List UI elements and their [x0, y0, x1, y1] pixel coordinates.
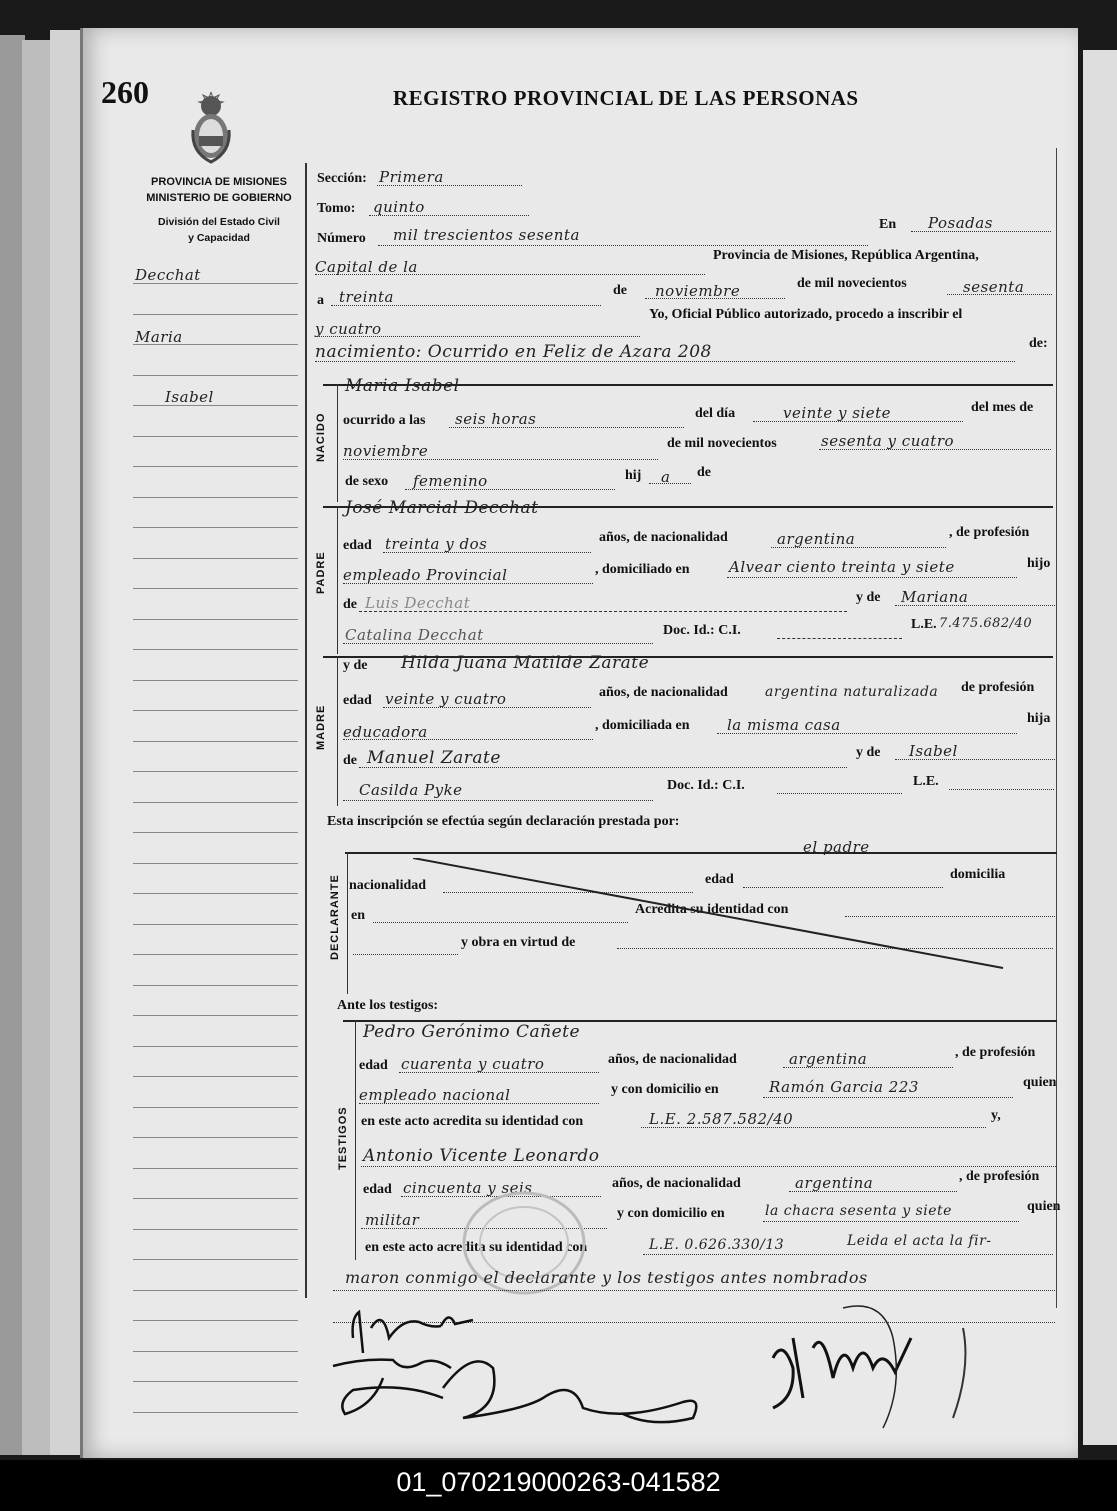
- underline: [361, 1166, 1056, 1167]
- section-label-testigos: TESTIGOS: [337, 1106, 349, 1170]
- underline: [333, 1290, 1055, 1291]
- label-ante-testigos: Ante los testigos:: [337, 998, 439, 1013]
- value-t2-domicilio: la chacra sesenta y siete: [765, 1203, 952, 1219]
- label-edad-decl: edad: [705, 872, 734, 887]
- margin-province: PROVINCIA DE MISIONES: [151, 176, 287, 188]
- label-numero: Número: [317, 231, 366, 246]
- value-cierre2: maron conmigo el declarante y los testigos antes nombrados: [345, 1268, 868, 1287]
- label-de-profesion-t2: , de profesión: [959, 1169, 1040, 1184]
- label-edad-t2: edad: [363, 1182, 392, 1197]
- underline: [777, 638, 902, 639]
- value-padre-edad: treinta y dos: [385, 535, 488, 553]
- margin-rule: [133, 375, 298, 376]
- underline: [383, 552, 591, 553]
- label-hijo: hijo: [1027, 556, 1051, 571]
- page-title: REGISTRO PROVINCIAL DE LAS PERSONAS: [393, 86, 859, 110]
- section-border: [337, 384, 338, 502]
- document-id-footer: 01_070219000263-041582: [0, 1460, 1117, 1511]
- underline: [717, 733, 1017, 734]
- label-anos-nac: años, de nacionalidad: [599, 530, 728, 545]
- section-label-nacido: NACIDO: [315, 412, 327, 462]
- underline: [895, 759, 1055, 760]
- margin-rule: [133, 1351, 298, 1352]
- value-t2-prof: militar: [365, 1211, 420, 1229]
- label-de-mil: de mil novecientos: [797, 276, 907, 291]
- margin-middle-name: Isabel: [165, 388, 214, 406]
- margin-rule: [133, 741, 298, 742]
- label-quien-t1: quien: [1023, 1075, 1057, 1090]
- value-madre-edad: veinte y cuatro: [385, 690, 507, 708]
- underline: [911, 231, 1051, 232]
- underline: [771, 547, 946, 548]
- value-padre-domicilio: Alvear ciento treinta y siete: [729, 558, 955, 576]
- label-de-profesion-t1: , de profesión: [955, 1045, 1036, 1060]
- value-nacimiento: nacimiento: Ocurrido en Feliz de Azara 208: [315, 342, 712, 362]
- underline: [763, 1097, 1013, 1098]
- value-cierre1: Leida el acta la fir-: [847, 1233, 992, 1249]
- value-padre-madre2: Catalina Decchat: [345, 626, 484, 644]
- margin-surname: Decchat: [135, 266, 201, 284]
- page-stack-edge: [22, 40, 52, 1455]
- value-padre-nombre: José Marcial Decchat: [345, 498, 539, 518]
- value-t1-doc: L.E. 2.587.582/40: [649, 1110, 794, 1128]
- value-t1-nombre: Pedro Gerónimo Cañete: [363, 1022, 581, 1042]
- label-y-de-madre: y de: [343, 658, 368, 673]
- value-horas: seis horas: [455, 410, 537, 428]
- label-le-madre: L.E.: [913, 774, 939, 789]
- underline: [378, 245, 868, 246]
- margin-rule: [133, 832, 298, 833]
- register-page: [80, 28, 1078, 1458]
- underline: [777, 793, 902, 794]
- label-de: de: [613, 283, 627, 298]
- value-padre-prof: empleado Provincial: [343, 566, 508, 584]
- label-le: L.E.: [911, 617, 937, 632]
- label-y-obra: y obra en virtud de: [461, 935, 576, 950]
- underline: [343, 643, 653, 644]
- label-del-dia: del día: [695, 406, 736, 421]
- underline: [649, 483, 691, 484]
- label-de3: de: [343, 597, 357, 612]
- section-border: [337, 656, 338, 806]
- value-madre-nombre: Hilda Juana Matilde Zarate: [401, 653, 650, 673]
- section-label-madre: MADRE: [315, 704, 327, 750]
- underline: [789, 1191, 957, 1192]
- margin-rule: [133, 283, 298, 284]
- value-madre-madre2: Casilda Pyke: [359, 781, 463, 799]
- label-anos-nac-t1: años, de nacionalidad: [608, 1052, 737, 1067]
- label-doc-id-madre: Doc. Id.: C.I.: [667, 778, 745, 793]
- value-madre-madre: Isabel: [909, 742, 958, 760]
- underline: [359, 611, 847, 612]
- label-en-este-acto-t1: en este acto acredita su identidad con: [361, 1114, 584, 1129]
- margin-rule: [133, 619, 298, 620]
- section-border: [337, 506, 338, 654]
- value-t2-nombre: Antonio Vicente Leonardo: [363, 1146, 600, 1166]
- value-anio: sesenta: [963, 278, 1025, 296]
- margin-rule: [133, 1412, 298, 1413]
- value-padre-le: 7.475.682/40: [939, 616, 1033, 631]
- label-domicilia: domicilia: [950, 867, 1006, 882]
- margin-rule: [133, 985, 298, 986]
- underline: [359, 767, 847, 768]
- margin-rule: [133, 893, 298, 894]
- label-provincia: Provincia de Misiones, República Argentina,: [713, 248, 979, 263]
- value-madre-prof: educadora: [343, 723, 428, 741]
- margin-rule: [133, 314, 298, 315]
- facing-page-edge: [1083, 50, 1117, 1445]
- section-divider: [345, 852, 1057, 854]
- value-t1-domicilio: Ramón Garcia 223: [769, 1078, 919, 1096]
- margin-rule: [133, 710, 298, 711]
- label-edad: edad: [343, 538, 372, 553]
- margin-rule: [133, 771, 298, 772]
- underline: [449, 427, 684, 428]
- value-mes-nac: noviembre: [343, 442, 429, 460]
- label-quien-t2: quien: [1027, 1199, 1061, 1214]
- value-madre-padre: Manuel Zarate: [367, 748, 501, 768]
- margin-name: Maria: [135, 328, 183, 346]
- label-hija: hija: [1027, 711, 1051, 726]
- margin-rule: [133, 1259, 298, 1260]
- margin-ministry: MINISTERIO DE GOBIERNO: [146, 192, 292, 204]
- value-padre-padre: Luis Decchat: [365, 594, 471, 612]
- value-numero: mil trescientos sesenta: [393, 226, 580, 244]
- underline: [645, 298, 785, 299]
- value-en-city: Posadas: [928, 214, 993, 232]
- margin-rule: [133, 1320, 298, 1321]
- label-seccion: Sección:: [317, 171, 367, 186]
- margin-capacity: y Capacidad: [188, 232, 250, 244]
- value-madre-nac: argentina naturalizada: [765, 684, 939, 700]
- value-t1-edad: cuarenta y cuatro: [401, 1055, 545, 1073]
- margin-rule: [133, 1381, 298, 1382]
- margin-rule: [133, 1046, 298, 1047]
- underline: [315, 274, 705, 275]
- coat-of-arms-seal: [187, 90, 235, 170]
- label-domiciliada: , domiciliada en: [595, 718, 690, 733]
- margin-rule: [133, 954, 298, 955]
- margin-rule: [133, 680, 298, 681]
- value-madre-domicilio: la misma casa: [727, 716, 841, 734]
- value-padre-madre: Mariana: [901, 588, 969, 606]
- label-anos-nac-t2: años, de nacionalidad: [612, 1176, 741, 1191]
- underline: [315, 361, 1015, 362]
- margin-rule: [133, 649, 298, 650]
- signatures: [323, 1298, 1023, 1448]
- form-left-border: [305, 163, 307, 1298]
- label-esta-inscripcion: Esta inscripción se efectúa según declaración prestada por:: [327, 814, 680, 829]
- label-hij: hij: [625, 468, 642, 483]
- underline: [763, 1221, 1019, 1222]
- page-number: 260: [101, 74, 149, 110]
- margin-division: División del Estado Civil: [158, 216, 280, 228]
- margin-rule: [133, 588, 298, 589]
- margin-rule: [133, 1198, 298, 1199]
- label-tomo: Tomo:: [317, 201, 356, 216]
- margin-rule: [133, 802, 298, 803]
- value-t2-doc: L.E. 0.626.330/13: [649, 1237, 785, 1253]
- margin-rule: [133, 1107, 298, 1108]
- label-a: a: [317, 293, 324, 308]
- label-de-profesion2: de profesión: [961, 680, 1035, 695]
- value-dia: treinta: [339, 288, 395, 306]
- value-anio2: y cuatro: [315, 320, 382, 338]
- value-t2-nac: argentina: [795, 1174, 874, 1192]
- label-ocurrido: ocurrido a las: [343, 413, 426, 428]
- label-de-profesion: , de profesión: [949, 525, 1030, 540]
- label-doc-id: Doc. Id.: C.I.: [663, 623, 741, 638]
- margin-rule: [133, 558, 298, 559]
- label-de-madre: de: [343, 753, 357, 768]
- underline: [727, 577, 1017, 578]
- label-edad-t1: edad: [359, 1058, 388, 1073]
- value-tomo: quinto: [373, 198, 425, 216]
- underline: [399, 1072, 599, 1073]
- section-label-declarante: DECLARANTE: [329, 874, 341, 960]
- value-anio-nac: sesenta y cuatro: [821, 432, 955, 450]
- margin-rule: [133, 1137, 298, 1138]
- margin-rule: [133, 1168, 298, 1169]
- label-domiciliado: , domiciliado en: [595, 562, 690, 577]
- label-yo: Yo, Oficial Público autorizado, procedo a inscribir el: [649, 307, 963, 322]
- value-seccion: Primera: [379, 168, 444, 186]
- margin-rule: [133, 1015, 298, 1016]
- underline: [377, 185, 522, 186]
- underline: [819, 449, 1051, 450]
- value-mes: noviembre: [655, 282, 741, 300]
- underline: [405, 489, 615, 490]
- underline: [343, 739, 593, 740]
- margin-rule: [133, 527, 298, 528]
- margin-rule: [133, 1229, 298, 1230]
- underline: [949, 789, 1054, 790]
- label-de-mil2: de mil novecientos: [667, 436, 777, 451]
- underline: [315, 336, 640, 337]
- value-sexo: femenino: [413, 472, 488, 490]
- label-acredita: Acredita su identidad con: [635, 902, 789, 917]
- margin-rule: [133, 924, 298, 925]
- label-en-este-acto-t2: en este acto acredita su identidad con: [365, 1240, 588, 1255]
- value-declarante: el padre: [803, 838, 870, 856]
- label-de-sexo: de sexo: [345, 474, 389, 489]
- form-right-border: [1056, 148, 1057, 1308]
- section-border: [355, 1020, 356, 1260]
- underline: [753, 421, 963, 422]
- underline: [359, 1103, 599, 1104]
- margin-rule: [133, 1076, 298, 1077]
- value-t1-prof: empleado nacional: [359, 1086, 511, 1104]
- underline: [643, 1254, 1053, 1255]
- underline: [343, 583, 593, 584]
- underline: [343, 459, 658, 460]
- label-del-mes: del mes de: [971, 400, 1034, 415]
- underline: [331, 305, 601, 306]
- underline: [895, 605, 1055, 606]
- label-anos-nac-madre: años, de nacionalidad: [599, 685, 728, 700]
- underline: [343, 800, 653, 801]
- label-y-de: y de: [856, 590, 881, 605]
- label-en: En: [879, 217, 897, 232]
- margin-rule: [133, 863, 298, 864]
- declarante-strike-line: [413, 858, 1013, 973]
- value-padre-nac: argentina: [777, 530, 856, 548]
- value-hij-suffix: a: [661, 468, 671, 486]
- margin-rule: [133, 436, 298, 437]
- underline: [641, 1127, 986, 1128]
- margin-rule: [133, 1290, 298, 1291]
- underline: [783, 1067, 953, 1068]
- label-con-domicilio-t2: y con domicilio en: [617, 1206, 725, 1221]
- margin-rule: [133, 466, 298, 467]
- underline: [947, 294, 1052, 295]
- label-y-de-madre2: y de: [856, 745, 881, 760]
- page-stack-edge: [50, 30, 82, 1455]
- label-edad-madre: edad: [343, 693, 372, 708]
- label-y-comma: y,: [991, 1108, 1001, 1123]
- margin-rule: [133, 405, 298, 406]
- value-dia-nac: veinte y siete: [783, 404, 892, 422]
- underline: [369, 215, 529, 216]
- margin-rule: [133, 344, 298, 345]
- label-en-decl: en: [351, 908, 365, 923]
- label-de2: de: [697, 465, 711, 480]
- margin-rule: [133, 497, 298, 498]
- value-t2-edad: cincuenta y seis: [403, 1179, 533, 1197]
- section-border: [347, 852, 348, 994]
- underline: [383, 707, 591, 708]
- label-de-colon: de:: [1029, 336, 1048, 351]
- label-con-domicilio-t1: y con domicilio en: [611, 1082, 719, 1097]
- value-nombre: Maria Isabel: [345, 376, 460, 396]
- value-capital: Capital de la: [315, 258, 418, 276]
- section-label-padre: PADRE: [315, 551, 327, 594]
- label-nacionalidad: nacionalidad: [349, 878, 427, 893]
- value-t1-nac: argentina: [789, 1050, 868, 1068]
